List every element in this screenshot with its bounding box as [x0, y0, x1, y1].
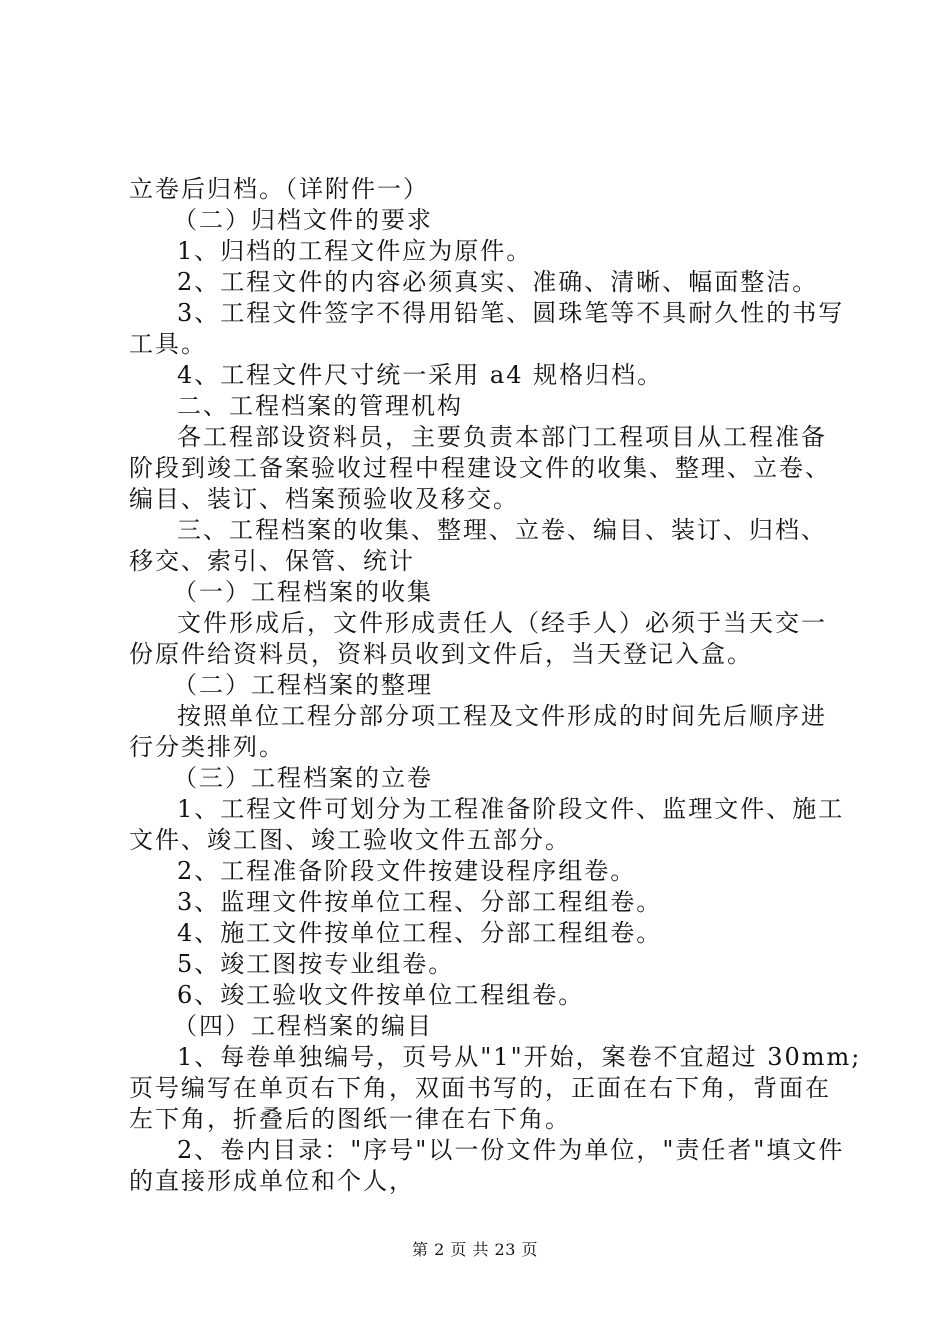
text-line: 3、监理文件按单位工程、分部工程组卷。	[177, 888, 663, 916]
text-line: 二、工程档案的管理机构	[177, 392, 463, 420]
text-line: 2、工程准备阶段文件按建设程序组卷。	[177, 857, 637, 885]
page-number-footer: 第 2 页 共 23 页	[412, 1240, 538, 1259]
text-line: 2、卷内目录："序号"以一份文件为单位，"责任者"填文件	[177, 1136, 845, 1164]
text-line: 1、每卷单独编号，页号从"1"开始，案卷不宜超过 30mm;	[177, 1043, 862, 1071]
text-line: 的直接形成单位和个人，	[129, 1167, 415, 1195]
text-line: 1、归档的工程文件应为原件。	[177, 237, 533, 265]
text-line: 左下角，折叠后的图纸一律在右下角。	[129, 1105, 571, 1133]
text-line: 三、工程档案的收集、整理、立卷、编目、装订、归档、	[177, 516, 827, 544]
text-line: 文件形成后，文件形成责任人（经手人）必须于当天交一	[177, 609, 827, 637]
text-line: 各工程部设资料员，主要负责本部门工程项目从工程准备	[177, 423, 827, 451]
text-line: 1、工程文件可划分为工程准备阶段文件、监理文件、施工	[177, 795, 845, 823]
text-line: （二）归档文件的要求	[173, 206, 433, 234]
text-line: 工具。	[129, 330, 207, 358]
text-line: 6、竣工验收文件按单位工程组卷。	[177, 981, 585, 1009]
text-line: 页号编写在单页右下角，双面书写的，正面在右下角，背面在	[129, 1074, 831, 1102]
text-line: 行分类排列。	[129, 733, 285, 761]
text-line: 移交、索引、保管、统计	[129, 547, 415, 575]
text-line: 2、工程文件的内容必须真实、准确、清晰、幅面整洁。	[177, 268, 819, 296]
text-line: 按照单位工程分部分项工程及文件形成的时间先后顺序进	[177, 702, 827, 730]
text-line: 阶段到竣工备案验收过程中程建设文件的收集、整理、立卷、	[129, 454, 831, 482]
text-line: 4、施工文件按单位工程、分部工程组卷。	[177, 919, 663, 947]
text-line: （二）工程档案的整理	[173, 671, 433, 699]
text-line: 编目、装订、档案预验收及移交。	[129, 485, 519, 513]
text-line: （四）工程档案的编目	[173, 1012, 433, 1040]
text-line: （三）工程档案的立卷	[173, 764, 433, 792]
text-line: 文件、竣工图、竣工验收文件五部分。	[129, 826, 571, 854]
text-line: 份原件给资料员，资料员收到文件后，当天登记入盒。	[129, 640, 753, 668]
text-line: 3、工程文件签字不得用铅笔、圆珠笔等不具耐久性的书写	[177, 299, 845, 327]
text-line: 4、工程文件尺寸统一采用 a4 规格归档。	[177, 361, 664, 389]
text-line: （一）工程档案的收集	[173, 578, 433, 606]
text-line: 立卷后归档。（详附件一）	[129, 175, 429, 203]
text-line: 5、竣工图按专业组卷。	[177, 950, 455, 978]
document-body	[129, 174, 862, 1197]
